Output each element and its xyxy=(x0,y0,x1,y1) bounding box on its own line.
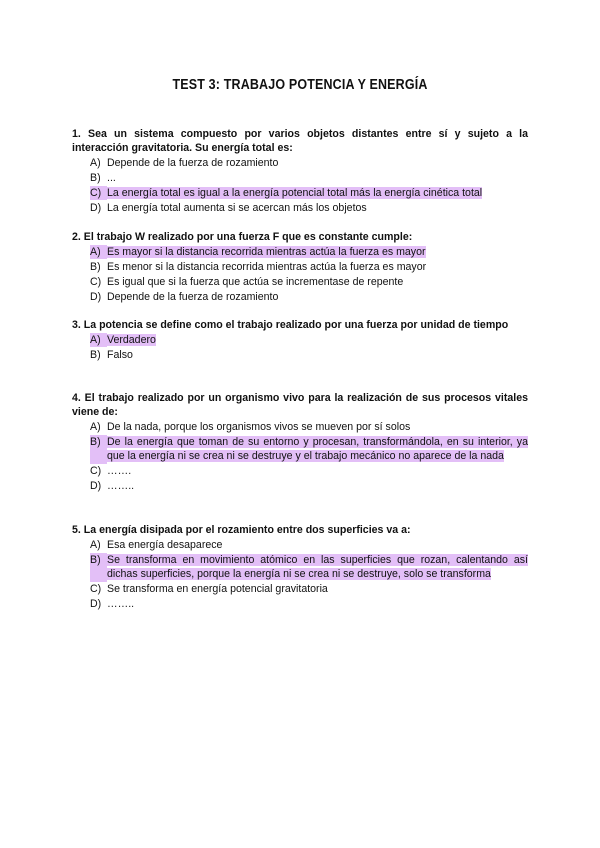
option-text-highlighted: De la energía que toman de su entorno y procesan, transformándola, en su interior, ya que la energía ni se crea ni se destruye y el trabajo mecánico no aparece de la nada xyxy=(107,435,528,462)
question-text: 1. Sea un sistema compuesto por varios objetos distantes entre sí y sujeto a la interacción gravitatoria. Su energía total es: xyxy=(72,128,528,154)
option-text-highlighted: Se transforma en movimiento atómico en las superficies que rozan, calentando así dichas superficies, porque la energía ni se crea ni se destruye, solo se transforma xyxy=(107,553,528,580)
option-letter: A) xyxy=(90,156,101,169)
option-d xyxy=(90,479,528,494)
option-c xyxy=(90,186,528,201)
options-list xyxy=(72,420,528,494)
option-letter: B) xyxy=(90,171,101,184)
option-letter: C) xyxy=(90,275,102,288)
option-text: Depende de la fuerza de rozamiento xyxy=(107,156,279,169)
options-list xyxy=(72,156,528,216)
option-a xyxy=(90,156,528,171)
option-b xyxy=(90,348,528,363)
option-text: Es igual que si la fuerza que actúa se incrementase de repente xyxy=(107,275,404,288)
option-d xyxy=(90,290,528,305)
options-list xyxy=(72,538,528,612)
option-text: …….. xyxy=(107,598,135,610)
option-letter: C) xyxy=(90,465,102,477)
option-b xyxy=(90,553,528,582)
question-1 xyxy=(72,127,528,215)
option-c xyxy=(90,464,528,479)
option-letter: B) xyxy=(90,553,107,582)
option-text: Falso xyxy=(107,348,133,361)
option-letter: D) xyxy=(90,201,102,214)
option-b xyxy=(90,435,528,464)
option-letter: C) xyxy=(90,186,107,201)
option-c xyxy=(90,275,528,290)
option-a xyxy=(90,245,528,260)
option-letter: B) xyxy=(90,260,101,273)
option-a xyxy=(90,420,528,435)
option-text-wrap xyxy=(107,333,528,348)
option-letter: A) xyxy=(90,420,101,433)
option-text: ……. xyxy=(107,465,132,477)
option-text-wrap xyxy=(107,186,528,201)
option-letter: B) xyxy=(90,435,107,464)
option-text-highlighted: La energía total es igual a la energía potencial total más la energía cinética total xyxy=(107,186,483,199)
option-text-highlighted: Es mayor si la distancia recorrida mientras actúa la fuerza es mayor xyxy=(107,245,426,258)
option-letter: D) xyxy=(90,480,102,492)
option-letter: D) xyxy=(90,290,102,303)
question-text: 3. La potencia se define como el trabajo realizado por una fuerza por unidad de tiempo xyxy=(72,319,509,331)
question-2 xyxy=(72,230,528,304)
question-text: 2. El trabajo W realizado por una fuerza F que es constante cumple: xyxy=(72,231,413,243)
option-text: Depende de la fuerza de rozamiento xyxy=(107,290,279,303)
question-4 xyxy=(72,391,528,494)
option-a xyxy=(90,333,528,348)
question-text: 5. La energía disipada por el rozamiento entre dos superficies va a: xyxy=(72,524,411,536)
option-letter: A) xyxy=(90,245,107,260)
option-text: Esa energía desaparece xyxy=(107,538,223,551)
option-text: Se transforma en energía potencial gravitatoria xyxy=(107,583,328,595)
option-text-wrap xyxy=(107,553,528,582)
question-3 xyxy=(72,318,528,362)
option-text-wrap xyxy=(107,245,528,260)
options-list xyxy=(72,333,528,363)
option-letter: D) xyxy=(90,598,102,610)
option-b xyxy=(90,171,528,186)
option-text: De la nada, porque los organismos vivos se mueven por sí solos xyxy=(107,420,411,433)
option-a xyxy=(90,538,528,553)
option-letter: B) xyxy=(90,348,101,361)
option-text: ... xyxy=(107,171,116,184)
option-letter: A) xyxy=(90,538,101,551)
question-5 xyxy=(72,523,528,612)
options-list xyxy=(72,245,528,305)
option-text: …….. xyxy=(107,480,135,492)
option-d xyxy=(90,201,528,216)
option-text-highlighted: Verdadero xyxy=(107,333,156,346)
question-text: 4. El trabajo realizado por un organismo vivo para la realización de sus procesos vitales viene de: xyxy=(72,392,528,418)
option-text: Es menor si la distancia recorrida mientras actúa la fuerza es mayor xyxy=(107,260,427,273)
option-text: La energía total aumenta si se acercan más los objetos xyxy=(107,201,367,214)
option-text-wrap xyxy=(107,435,528,464)
option-b xyxy=(90,260,528,275)
option-letter: C) xyxy=(90,583,102,595)
page-title: TEST 3: TRABAJO POTENCIA Y ENERGÍA xyxy=(172,77,428,93)
option-d xyxy=(90,597,528,612)
option-letter: A) xyxy=(90,333,107,348)
option-c xyxy=(90,582,528,597)
